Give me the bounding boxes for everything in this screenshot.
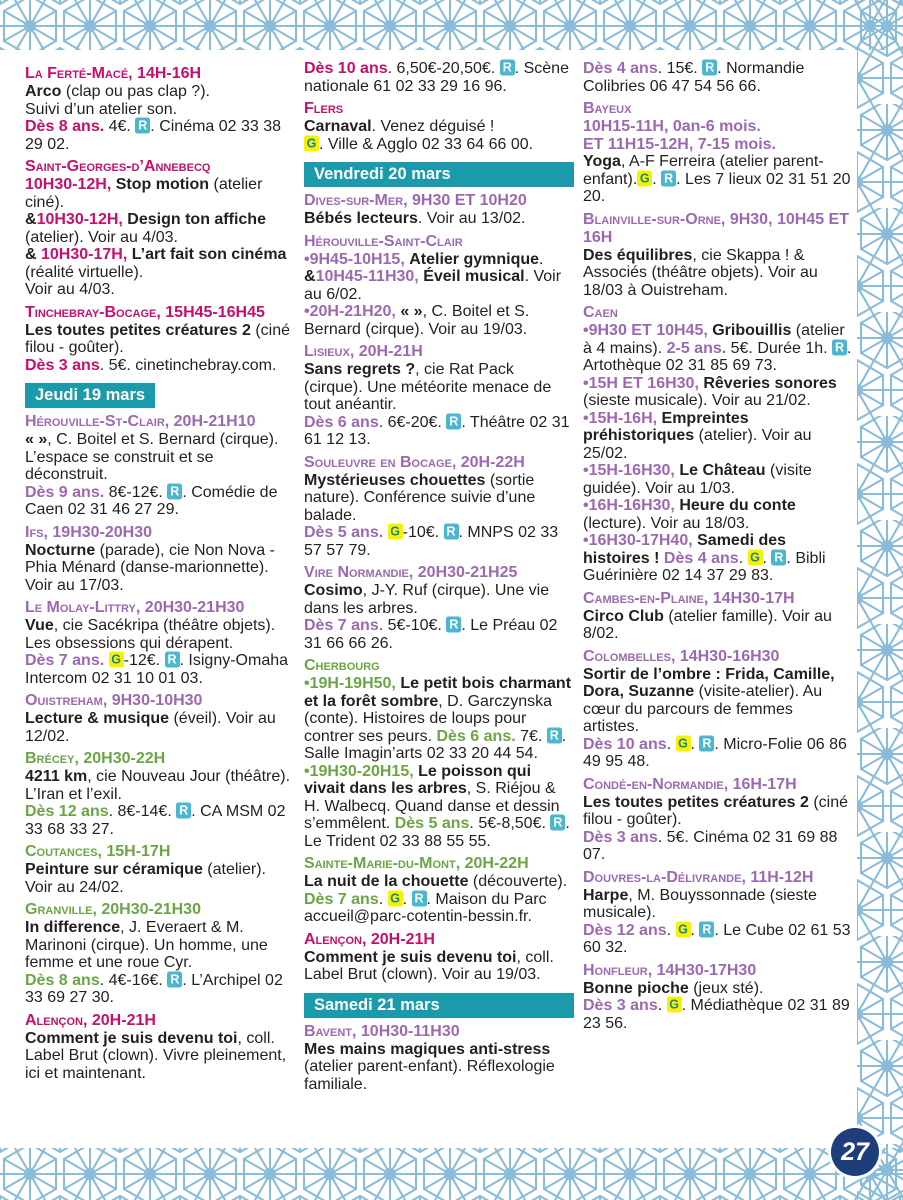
event-text (304, 873, 574, 891)
free-badge: G (637, 170, 652, 186)
text-run: Mes mains magiques anti-stress (304, 1040, 551, 1058)
text-run: . 6€-20€. (378, 413, 447, 431)
event-text (304, 210, 574, 228)
free-badge: G (388, 524, 403, 540)
text-run: Dès 5 ans. (304, 524, 384, 541)
text-run: Arco (25, 83, 62, 100)
text-run: Dès 8 ans. (25, 118, 105, 135)
event-text (304, 251, 574, 269)
text-run: Harpe (583, 886, 629, 904)
reservation-badge: R (412, 890, 427, 906)
event-text (25, 357, 295, 375)
text-run: 10H15-11H, 0an-6 mois. (583, 118, 761, 135)
reservation-badge: R (771, 549, 786, 565)
text-run: Dès 7 ans. (25, 652, 105, 669)
text-run: Dès 4 ans (663, 549, 739, 567)
text-run: Suivi d’un atelier son. (25, 100, 178, 118)
event-text (304, 303, 574, 338)
text-run: . Normandie Colibries 06 47 54 56 66. (583, 60, 805, 95)
event-location-header: Bayeux (583, 100, 632, 117)
page-number: 27 (831, 1128, 879, 1176)
text-run: (réalité virtuelle). (25, 263, 144, 281)
text-run: Sans regrets ? (304, 361, 416, 378)
event-location-header: Flers (304, 100, 344, 117)
event-text (583, 322, 853, 375)
text-run: Dès 10 ans (583, 735, 667, 753)
text-run: , J. Everaert & M. Marinoni (cirque). Un homme, une femme et une roue Cyr. (25, 919, 268, 971)
text-run: Samedi des histoires ! (583, 532, 787, 567)
text-run: Dès 6 ans (304, 413, 379, 431)
text-run: Design ton affiche (127, 211, 266, 228)
text-run: (atelier famille). Voir au 8/02. (583, 607, 832, 642)
text-run: , cie Nouveau Jour (théâtre). L’Iran et l’exil. (25, 768, 291, 803)
text-run: Atelier gymnique (409, 250, 540, 268)
text-run: (lecture). Voir au 18/03. (583, 514, 750, 532)
text-run: Dès 3 ans (583, 828, 658, 846)
text-run: (atelier ciné). (25, 176, 263, 211)
event-text (304, 675, 574, 763)
text-run: . 6,50€-20,50€. (387, 60, 500, 77)
event-text (304, 361, 574, 414)
event-text (25, 710, 295, 745)
text-run: , cie Skappa ! & Associés (théâtre objets). Voir au 18/03 à Ouistreham. (583, 246, 818, 299)
free-badge: G (304, 135, 319, 151)
text-run: , C. Boitel et S. Bernard (cirque). L’espace se construit et se déconstruit. (25, 431, 279, 483)
event-location-header: Sainte-Marie-du-Mont, 20H-22H (304, 855, 529, 872)
event-text (583, 532, 853, 585)
text-run: (visite-atelier). Au cœur du parcours de femmes artistes. (583, 683, 823, 735)
text-run: Cosimo (304, 582, 363, 599)
event-text (583, 410, 853, 463)
text-run: (parade), cie Non Nova - Phia Ménard (danse-marionnette). Voir au 17/03. (25, 541, 275, 594)
free-badge: G (109, 652, 124, 668)
reservation-badge: R (550, 815, 565, 831)
event-text (25, 484, 295, 519)
event-text (304, 949, 574, 984)
text-run: , M. Bouyssonnade (sieste musicale). (583, 886, 817, 921)
event-location-header: Hérouville-St-Clair, 20H-21H10 (25, 413, 256, 430)
text-run: •15H-16H30, (583, 462, 675, 479)
text-run: (ciné filou - goûter). (25, 321, 290, 356)
event-text (583, 153, 853, 206)
event-location-header: Saint-Georges-d’Annebecq (25, 158, 211, 175)
text-run: , cie Sacékripa (théâtre objets). Les obsessions qui dérapent. (25, 617, 276, 652)
text-run: . Artothèque 02 31 85 69 73. (583, 339, 852, 374)
text-run: & (25, 246, 41, 263)
text-run: Dès 4 ans (583, 60, 658, 77)
event-location-header: Brécey, 20H30-22H (25, 750, 166, 767)
text-run: 4211 km (25, 768, 88, 785)
text-run: 10H45-11H30, (315, 268, 419, 285)
text-run: Dès 12 ans (583, 921, 667, 939)
event-location-header: Cherbourg (304, 657, 380, 674)
free-badge: G (748, 549, 763, 565)
text-run: Voir au 4/03. (25, 281, 115, 298)
reservation-badge: R (167, 483, 182, 499)
event-text (25, 281, 295, 299)
event-text (304, 414, 574, 449)
event-text (583, 997, 853, 1032)
reservation-badge: R (165, 652, 180, 668)
event-location-header: Ouistreham, 9H30-10H30 (25, 692, 203, 709)
event-text (25, 83, 295, 101)
event-text (583, 887, 853, 922)
text-run: Dès 12 ans (25, 803, 109, 820)
text-run: (éveil). Voir au 12/02. (25, 710, 276, 745)
text-run: Dès 10 ans (304, 60, 388, 77)
event-text (583, 608, 853, 643)
text-run: . Isigny-Omaha Intercom 02 31 10 01 03. (25, 652, 289, 687)
event-text (25, 118, 295, 153)
text-run: . Théâtre 02 31 61 12 13. (304, 413, 570, 448)
decorative-border-top (0, 0, 903, 50)
listing-column-3 (583, 60, 853, 1093)
event-location-header: Cambes-en-Plaine, 14H30-17H (583, 589, 795, 607)
text-run: (ciné filou - goûter). (583, 793, 848, 828)
text-run: •19H30-20H15, (304, 762, 414, 780)
text-run: . Voir au 13/02. (417, 210, 526, 227)
event-text (25, 176, 295, 211)
event-text (583, 497, 853, 532)
text-run: 2-5 ans. (666, 339, 727, 357)
text-run: Circo Club (583, 607, 664, 625)
text-run: , A-F Ferreira (atelier parent-enfant). (583, 153, 824, 188)
text-run: . Maison du Parc accueil@parc-cotentin-bessin.fr. (304, 890, 547, 925)
text-run: 8€-12€. (104, 483, 168, 501)
text-run: . Comédie de Caen 02 31 46 27 29. (25, 483, 278, 518)
decorative-border-right (857, 0, 903, 1200)
text-run: (sortie nature). Conférence suivie d’une balade. (304, 471, 536, 524)
free-badge: G (676, 735, 691, 751)
text-run: 10H30-17H, (41, 246, 128, 263)
date-banner: Samedi 21 mars (304, 993, 574, 1018)
text-run: (visite guidée). Voir au 1/03. (583, 462, 812, 497)
text-run: Dès 3 ans (583, 997, 658, 1014)
text-run: Les toutes petites créatures 2 (25, 321, 251, 339)
event-location-header: Ifs, 19H30-20H30 (25, 523, 153, 541)
event-text (25, 803, 295, 838)
text-run: . 5€. cinetinchebray.com. (99, 356, 277, 374)
text-run: In difference (25, 919, 121, 936)
text-run: . (652, 170, 662, 188)
event-location-header: Bavent, 10H30-11H30 (304, 1022, 460, 1040)
event-text (583, 666, 853, 736)
event-location-header: Coutances, 15H-17H (25, 843, 171, 860)
text-run: . (666, 921, 676, 939)
text-run: Dès 9 ans. (25, 483, 105, 501)
event-text (583, 794, 853, 829)
event-text (25, 652, 295, 687)
text-run: •16H30-17H40, (583, 532, 693, 549)
text-run: Le poisson qui vivait dans les arbres (304, 762, 532, 797)
text-run: Dès 8 ans (25, 971, 100, 989)
text-run: Yoga (583, 153, 621, 170)
text-run: . 4€-16€. (99, 971, 168, 989)
event-text (25, 431, 295, 484)
reservation-badge: R (446, 617, 461, 633)
event-text (25, 861, 295, 896)
event-text (304, 524, 574, 559)
text-run: Gribouillis (712, 322, 792, 339)
text-run: Heure du conte (679, 497, 796, 514)
text-run: . MNPS 02 33 57 57 79. (304, 524, 559, 559)
text-run: Dès 3 ans (25, 356, 100, 374)
free-badge: G (676, 921, 691, 937)
reservation-badge: R (444, 524, 459, 540)
text-run: Éveil musical (423, 268, 525, 285)
text-run: Bébés lecteurs (304, 210, 418, 227)
text-run: , coll. Label Brut (clown). Vivre pleinement, ici et maintenant. (25, 1029, 287, 1082)
text-run: , J-Y. Ruf (cirque). Une vie dans les arbres. (304, 582, 550, 617)
text-run: 10H30-12H, (25, 176, 112, 193)
event-location-header: Le Molay-Littry, 20H30-21H30 (25, 599, 245, 616)
text-run: . Cinéma 02 33 38 29 02. (25, 118, 282, 153)
text-run: (atelier). Voir au 4/03. (25, 228, 178, 246)
event-text (304, 582, 574, 617)
text-run: , D. Garczynska (conte). Histoires de loups pour contrer ses peurs. (304, 692, 553, 745)
text-run: . Médiathèque 02 31 89 23 56. (583, 997, 850, 1032)
event-location-header: Dives-sur-Mer, 9H30 ET 10H20 (304, 192, 527, 209)
text-run: (atelier). Voir au 24/02. (25, 861, 266, 896)
event-text (304, 136, 574, 154)
event-location-header: Vire Normandie, 20H30-21H25 (304, 564, 518, 581)
event-text (583, 247, 853, 300)
event-location-header: Alençon, 20H-21H (25, 1011, 156, 1029)
text-run: 7€. (515, 727, 547, 745)
text-run: Rêveries sonores (703, 374, 837, 392)
event-text (304, 617, 574, 652)
free-badge: G (667, 997, 682, 1013)
event-location-header: Alençon, 20H-21H (304, 930, 435, 948)
event-text (583, 980, 853, 998)
event-text (583, 462, 853, 497)
reservation-badge: R (699, 921, 714, 937)
text-run: . (402, 890, 412, 908)
text-run: Le petit bois charmant et la forêt sombre (304, 675, 572, 710)
event-location-header: Colombelles, 14H30-16H30 (583, 647, 780, 665)
text-run: Nocturne (25, 541, 96, 559)
text-run: . Les 7 lieux 02 31 51 20 20. (583, 170, 851, 205)
event-text (25, 542, 295, 595)
text-run: . Voir au 6/02. (304, 268, 562, 303)
event-location-header: Condé-en-Normandie, 16H-17H (583, 775, 797, 793)
text-run: . (690, 921, 700, 939)
text-run: Le Château (679, 462, 766, 479)
text-run: . (690, 735, 700, 753)
reservation-badge: R (135, 118, 150, 134)
text-run: , coll. Label Brut (clown). Voir au 19/03. (304, 948, 554, 983)
reservation-badge: R (167, 971, 182, 987)
text-run: •19H-19H50, (304, 675, 396, 692)
text-run: Dès 6 ans. (436, 727, 516, 745)
text-run: Comment je suis devenu toi (304, 948, 517, 966)
text-run: Stop motion (115, 176, 210, 193)
text-run: •9H45-10H15, (304, 250, 405, 268)
event-text (25, 972, 295, 1007)
event-location-header: Tinchebray-Bocage, 15H45-16H45 (25, 303, 265, 321)
text-run: . Micro-Folie 06 86 49 95 48. (583, 735, 847, 770)
event-text (304, 268, 574, 303)
event-text (583, 136, 853, 154)
event-location-header: Caen (583, 304, 618, 321)
text-run: (atelier à 4 mains). (583, 322, 845, 357)
text-run: . 5€-10€. (378, 617, 447, 634)
text-run: . (762, 549, 772, 567)
reservation-badge: R (176, 803, 191, 819)
reservation-badge: R (446, 413, 461, 429)
text-run: , S. Riéjou & H. Walbecq. Quand danse et dessin s’emmêlent. (304, 780, 560, 832)
text-run: . L’Archipel 02 33 69 27 30. (25, 971, 283, 1006)
text-run: Sortir de l’ombre : Frida, Camille, Dora, Suzanne (583, 665, 835, 700)
text-run: . (378, 890, 388, 908)
event-text (304, 118, 574, 136)
text-run: 4€. (104, 118, 136, 135)
text-run: « » (400, 303, 423, 320)
text-run: (jeux sté). (688, 979, 764, 997)
text-run: Empreintes préhistoriques (583, 409, 749, 444)
text-run: . CA MSM 02 33 68 33 27. (25, 803, 286, 838)
text-run: •15H ET 16H30, (583, 374, 699, 392)
event-location-header: Lisieux, 20H-21H (304, 343, 423, 360)
text-run: (atelier parent-enfant). Réflexologie familiale. (304, 1058, 555, 1093)
text-run: (découverte). (468, 873, 568, 890)
text-run: , C. Boitel et S. Bernard (cirque). Voir au 19/03. (304, 303, 530, 338)
event-listings (25, 60, 853, 1093)
event-text (25, 101, 295, 119)
reservation-badge: R (661, 170, 676, 186)
date-banner: Jeudi 19 mars (25, 383, 155, 408)
event-location-header: La Ferté-Macé, 14H-16H (25, 65, 202, 82)
text-run: . (539, 250, 544, 268)
event-text (25, 617, 295, 652)
decorative-border-bottom (0, 1148, 903, 1200)
text-run: (atelier). Voir au 25/02. (583, 427, 812, 462)
free-badge: G (388, 890, 403, 906)
text-run: 5€. Durée 1h. (726, 339, 833, 357)
text-run: •20H-21H20, (304, 303, 396, 320)
text-run: Des équilibres (583, 246, 693, 264)
event-text (583, 922, 853, 957)
text-run: . Le Trident 02 33 88 55 55. (304, 815, 570, 850)
text-run: Vue (25, 617, 54, 634)
event-text (25, 322, 295, 357)
event-text (25, 211, 295, 246)
text-run: & (25, 211, 37, 228)
reservation-badge: R (702, 60, 717, 76)
event-text (304, 472, 574, 525)
text-run: . (657, 997, 667, 1014)
text-run: Dès 7 ans (304, 890, 379, 908)
text-run: Mystérieuses chouettes (304, 471, 486, 489)
event-text (583, 118, 853, 136)
text-run: . Le Cube 02 61 53 60 32. (583, 921, 851, 956)
event-location-header: Granville, 20H30-21H30 (25, 901, 201, 918)
event-text (304, 891, 574, 926)
event-text (25, 1030, 295, 1083)
text-run: & (304, 268, 316, 285)
text-run: La nuit de la chouette (304, 873, 469, 890)
listing-column-1 (25, 60, 295, 1093)
reservation-badge: R (832, 339, 847, 355)
event-location-header: Souleuvre en Bocage, 20H-22H (304, 453, 525, 471)
event-text (583, 375, 853, 410)
event-text (304, 60, 574, 95)
event-location-header: Hérouville-Saint-Clair (304, 232, 463, 250)
event-text (583, 829, 853, 864)
event-text (25, 919, 295, 972)
text-run: -10€. (402, 524, 444, 541)
text-run: Lecture & musique (25, 710, 170, 727)
text-run: (clap ou pas clap ?). (61, 83, 210, 100)
event-text (583, 736, 853, 771)
reservation-badge: R (699, 735, 714, 751)
text-run: . (738, 549, 748, 567)
text-run: •9H30 ET 10H45, (583, 322, 708, 339)
text-run: 10H30-12H, (36, 211, 123, 228)
text-run: Peinture sur céramique (25, 861, 203, 878)
text-run: Comment je suis devenu toi (25, 1029, 238, 1047)
text-run: Les toutes petites créatures 2 (583, 793, 809, 811)
text-run: L’art fait son cinéma (131, 246, 287, 263)
event-text (583, 60, 853, 95)
event-text (304, 1041, 574, 1094)
text-run: -12€. (123, 652, 165, 669)
text-run: (sieste musicale). Voir au 21/02. (583, 392, 811, 409)
text-run: . (666, 735, 676, 753)
text-run: . Scène nationale 61 02 33 29 16 96. (304, 60, 569, 95)
event-text (25, 246, 295, 281)
text-run: . Venez déguisé ! (371, 118, 495, 135)
text-run: . 5€-8,50€. (469, 815, 551, 832)
event-location-header: Honfleur, 14H30-17H30 (583, 961, 757, 979)
text-run: « » (25, 431, 48, 448)
text-run: . Bibli Guérinière 02 14 37 29 83. (583, 549, 826, 584)
reservation-badge: R (547, 727, 562, 743)
event-text (304, 763, 574, 851)
reservation-badge: R (500, 60, 515, 76)
event-text (25, 768, 295, 803)
text-run: •16H-16H30, (583, 497, 675, 514)
text-run: . 5€. Cinéma 02 31 69 88 07. (583, 828, 838, 863)
listing-column-2 (304, 60, 574, 1093)
text-run: . 15€. (657, 60, 703, 77)
text-run: . Salle Imagin’arts 02 33 20 44 54. (304, 727, 567, 762)
text-run: Dès 7 ans (304, 617, 379, 634)
event-location-header: Blainville-sur-Orne, 9H30, 10H45 ET 16H (583, 210, 850, 246)
text-run: Carnaval (304, 118, 372, 135)
text-run: •15H-16H, (583, 409, 658, 427)
event-location-header: Douvres-la-Délivrande, 11H-12H (583, 868, 814, 886)
text-run: Bonne pioche (583, 979, 689, 997)
date-banner: Vendredi 20 mars (304, 162, 574, 187)
text-run: . 8€-14€. (108, 803, 177, 820)
text-run: Dès 5 ans (394, 815, 470, 832)
text-run: ET 11H15-12H, 7-15 mois. (583, 135, 776, 153)
text-run: . Le Préau 02 31 66 66 26. (304, 617, 558, 652)
text-run: , cie Rat Pack (cirque). Une météorite menace de tout anéantir. (304, 361, 552, 413)
text-run: . Ville & Agglo 02 33 64 66 00. (319, 135, 534, 153)
